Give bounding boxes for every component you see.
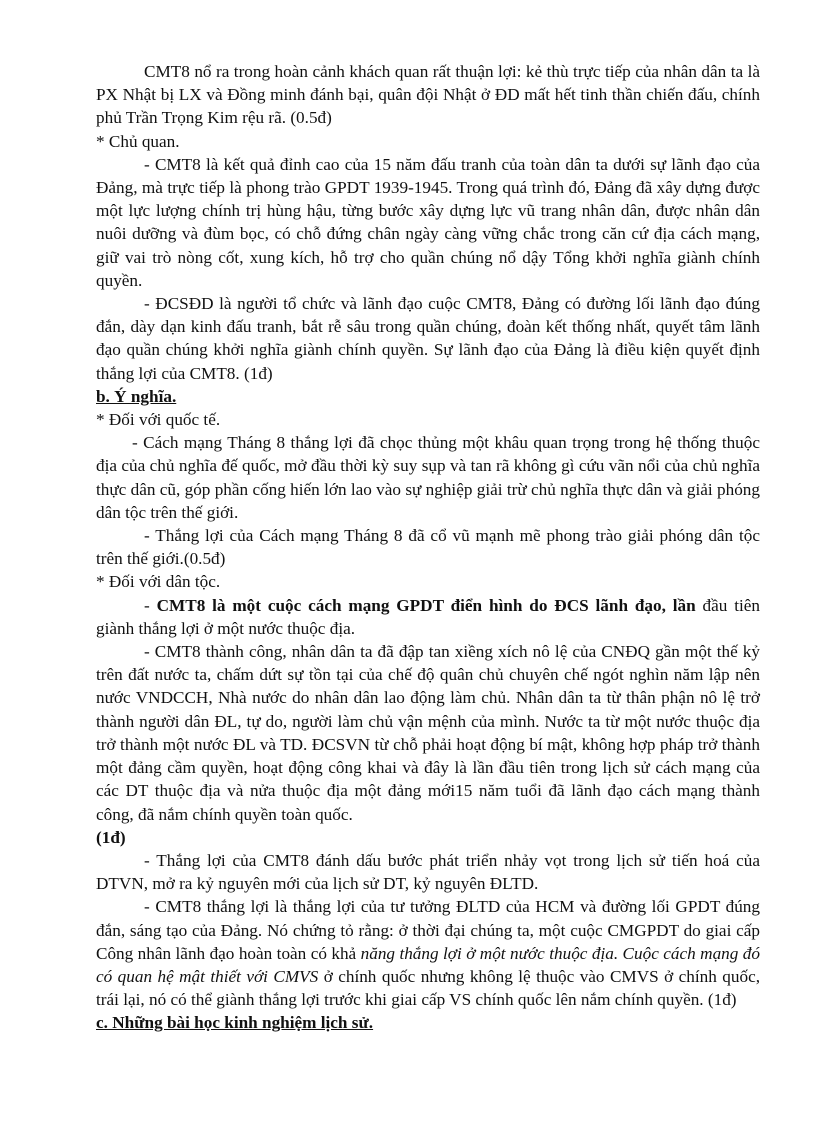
paragraph-typical-revolution (96, 594, 760, 640)
paragraph-ideology-victory (96, 895, 760, 1011)
section-heading-significance: b. Ý nghĩa. (96, 386, 177, 406)
paragraph-colonial-system: - Cách mạng Tháng 8 thắng lợi đã chọc thủng một khâu quan trọng trong hệ thống thuộc địa của chủ nghĩa đế quốc, mở đầu thời kỳ suy sụp và tan rã không gì cứu vãn nổi của chủ nghĩa thực dân cũ, góp phần cống hiến lớn lao vào sự nghiệp giải trừ chủ nghĩa thực dân và giải phóng dân tộc trên thế giới. (96, 433, 760, 522)
section-heading-lessons: c. Những bài học kinh nghiệm lịch sử. (96, 1013, 374, 1033)
subheading-international: * Đối với quốc tế. (96, 410, 221, 430)
italic-statement: năng thắng lợi ở một nước thuộc địa. Cuộc cách mạng đó có quan hệ mật thiết với CMVS (96, 943, 760, 986)
paragraph-15-years-struggle: - CMT8 là kết quả đỉnh cao của 15 năm đấu tranh của toàn dân ta dưới sự lãnh đạo của Đảng, mà trực tiếp là phong trào GPDT 1939-1945. Trong quá trình đó, Đảng đã xây dựng được một lực lượng chính trị hùng hậu, từng bước xây dựng lực vũ trang nhân dân, được nhân dân nuôi dưỡng và đùm bọc, có chỗ đứng chân ngày càng vững chắc trong căn cứ địa cách mạng, giữ vai trò nòng cốt, xung kích, hỗ trợ cho quần chúng nổ dậy Tổng khởi nghĩa giành chính quyền. (96, 154, 760, 290)
paragraph-body: - CMT8 thắng lợi là thắng lợi của tư tưởng ĐLTD của HCM và đường lối GPDT đúng đắn, sáng tạo của Đảng. Nó chứng tỏ rằng: ở thời đại chúng ta, một cuộc CMGPDT do giai cấp Công nhân lãnh đạo hoàn toàn có khả (96, 897, 760, 963)
paragraph-success-outcomes (96, 640, 760, 849)
bold-statement: CMT8 là một cuộc cách mạng GPDT điển hình do ĐCS lãnh đạo, lần (156, 595, 696, 615)
dash: - (144, 595, 157, 615)
paragraph-liberation-movement: - Thắng lợi của Cách mạng Tháng 8 đã cổ vũ mạnh mẽ phong trào giải phóng dân tộc trên thế giới.(0.5đ) (96, 526, 760, 569)
paragraph-rest: đầu tiên giành thắng lợi ở một nước thuộc địa. (96, 595, 761, 638)
paragraph-party-leadership: - ĐCSĐD là người tổ chức và lãnh đạo cuộc CMT8, Đảng có đường lối lãnh đạo đúng đắn, dày dạn kinh đấu tranh, bắt rễ sâu trong quần chúng, đoàn kết thống nhất, quyết tâm lãnh đạo quần chúng khởi nghĩa giành chính quyền. Sự lãnh đạo của Đảng là điều kiện quyết định thắng lợi của CMT8. (1đ) (96, 294, 760, 383)
paragraph-rest: ở chính quốc nhưng không lệ thuộc vào CMVS ở chính quốc, trái lại, nó có thể giành thắng lợi trước khi giai cấp VS chính quốc lên nắm chính quyền. (1đ) (96, 966, 760, 1010)
paragraph-leap-forward: - Thắng lợi của CMT8 đánh dấu bước phát triển nhảy vọt trong lịch sử tiến hoá của DTVN, mở ra kỷ nguyên mới của lịch sử DT, kỷ nguyên ĐLTD. (96, 850, 760, 894)
paragraph-body: - CMT8 thành công, nhân dân ta đã đập tan xiềng xích nô lệ của CNĐQ gần một thế kỷ trên đất nước ta, chấm dứt sự tồn tại của chế độ quân chủ chuyên chế ngót nghìn năm lập nên nước VNDCCH, Nhà nước do nhân dân lao động làm chủ. Nhân dân ta từ thân phận nô lệ trở thành người dân ĐL, tự do, người làm chủ vận mệnh của mình. Nước ta từ một nước thuộc địa trở thành một nước ĐL và TD. ĐCSVN từ chỗ phải hoạt động bí mật, không hợp pháp trở thành một đảng cầm quyền, hoạt động công khai và đây là lần đầu tiên trong lịch sử cách mạng của các DT thuộc địa và nửa thuộc địa một đảng mới15 năm tuổi đã lãnh đạo cách mạng thành công, đã nắm chính quyền toàn quốc. (96, 642, 760, 824)
score-label: (1đ) (96, 827, 126, 847)
subheading-subjective: * Chủ quan. (96, 131, 180, 151)
paragraph-objective-conditions: CMT8 nổ ra trong hoàn cảnh khách quan rất thuận lợi: kẻ thù trực tiếp của nhân dân ta là PX Nhật bị LX và Đồng minh đánh bại, quân đội Nhật ở ĐD mất hết tinh thần chiến đấu, chính phủ Trần Trọng Kim rệu rã. (0.5đ) (96, 62, 760, 128)
subheading-national: * Đối với dân tộc. (96, 572, 221, 592)
